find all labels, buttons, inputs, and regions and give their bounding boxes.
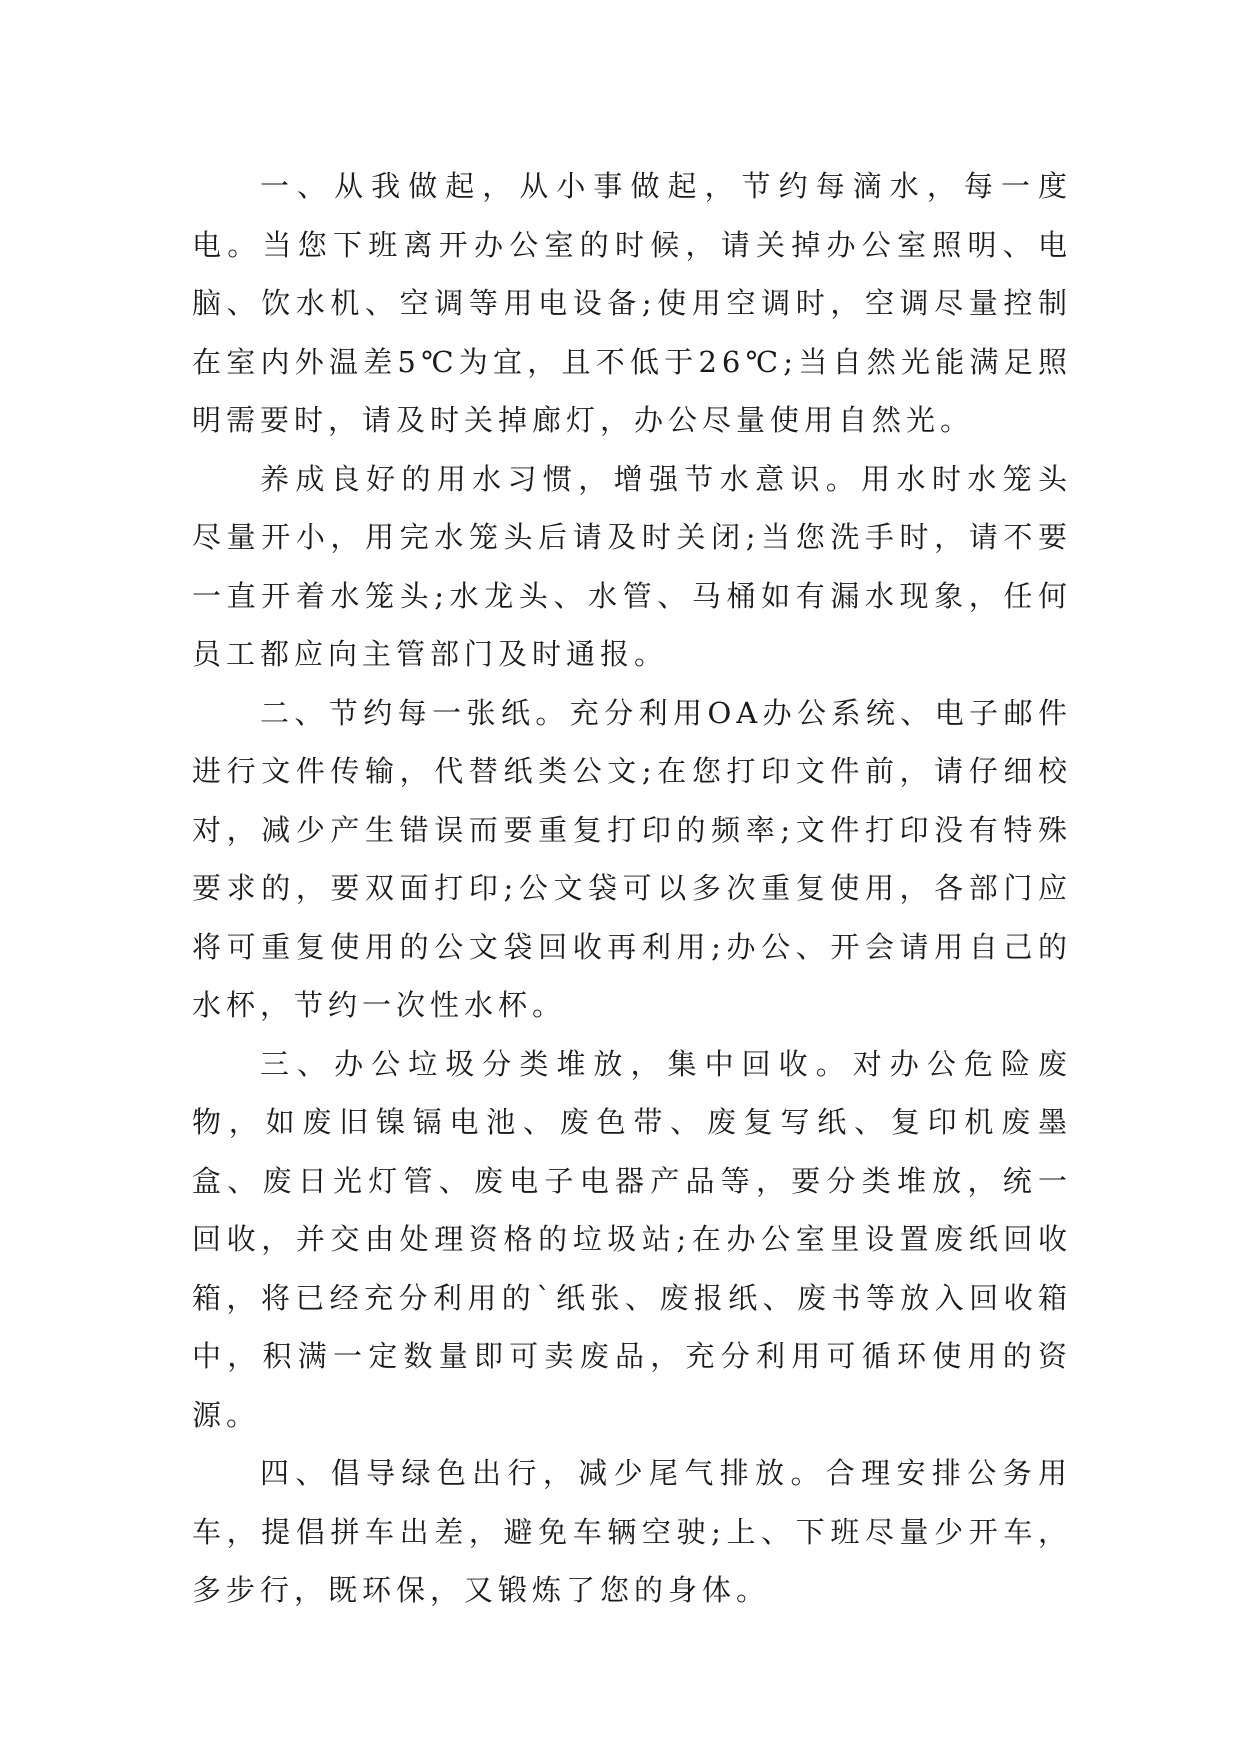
paragraph-energy-saving: 一、从我做起，从小事做起，节约每滴水，每一度电。当您下班离开办公室的时候，请关掉办公室照明、电脑、饮水机、空调等用电设备;使用空调时，空调尽量控制在室内外温差5℃为宜，且不低于26℃;当自然光能满足照明需要时，请及时关掉廊灯，办公尽量使用自然光。	[192, 169, 1072, 437]
paragraph-paper-saving: 二、节约每一张纸。充分利用OA办公系统、电子邮件进行文件传输，代替纸类公文;在您打印文件前，请仔细校对，减少产生错误而要重复打印的频率;文件打印没有特殊要求的，要双面打印;公文袋可以多次重复使用，各部门应将可重复使用的公文袋回收再利用;办公、开会请用自己的水杯，节约一次性水杯。	[192, 695, 1072, 1022]
document-body	[192, 157, 1072, 1620]
paragraph-green-travel: 四、倡导绿色出行，减少尾气排放。合理安排公务用车，提倡拼车出差，避免车辆空驶;上、下班尽量少开车，多步行，既环保，又锻炼了您的身体。	[192, 1456, 1072, 1607]
paragraph-water-saving: 养成良好的用水习惯，增强节水意识。用水时水笼头尽量开小，用完水笼头后请及时关闭;当您洗手时，请不要一直开着水笼头;水龙头、水管、马桶如有漏水现象，任何员工都应向主管部门及时通报。	[192, 461, 1072, 671]
paragraph-waste-sorting: 三、办公垃圾分类堆放，集中回收。对办公危险废物，如废旧镍镉电池、废色带、废复写纸、复印机废墨盒、废日光灯管、废电子电器产品等，要分类堆放，统一回收，并交由处理资格的垃圾站;在办公室里设置废纸回收箱，将已经充分利用的`纸张、废报纸、废书等放入回收箱中，积满一定数量即可卖废品，充分利用可循环使用的资源。	[192, 1046, 1072, 1432]
